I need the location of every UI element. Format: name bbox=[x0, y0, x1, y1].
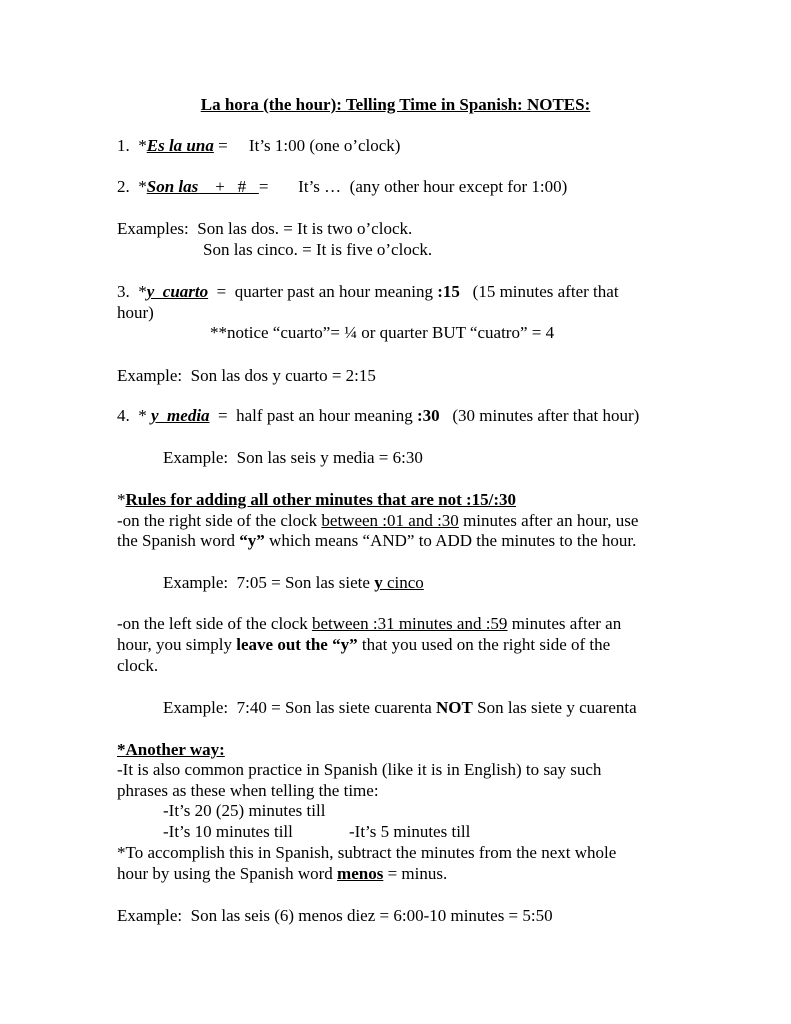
another-way-line-2: phrases as these when telling the time: bbox=[117, 781, 379, 800]
final-example: Example: Son las seis (6) menos diez = 6:00-10 minutes = 5:50 bbox=[117, 906, 553, 925]
rules-p2-text-b: minutes after an bbox=[507, 614, 622, 633]
item-4-number: 4. * bbox=[117, 406, 151, 425]
rules-p2-bold: leave out the “y” bbox=[236, 635, 358, 654]
rules-p1-text-c: the Spanish word bbox=[117, 531, 240, 550]
rules-heading bbox=[117, 490, 516, 510]
item-1 bbox=[117, 136, 400, 156]
examples-line-1: Examples: Son las dos. = It is two o’clock. bbox=[117, 219, 413, 238]
rules-p1-line-1 bbox=[117, 511, 638, 531]
rules-example-2 bbox=[163, 698, 637, 718]
rules-p1-text-b: minutes after an hour, use bbox=[458, 511, 639, 530]
rules-example-2-text-b: Son las siete y cuarenta bbox=[472, 698, 637, 717]
examples-line-2: Son las cinco. = It is five o’clock. bbox=[203, 240, 433, 259]
item-3-term: y cuarto bbox=[146, 282, 209, 301]
rules-p2-text-c: hour, you simply bbox=[117, 635, 237, 654]
item-2 bbox=[117, 177, 567, 197]
item-2-term: Son las bbox=[146, 177, 199, 196]
rules-example-2-text-a: Example: 7:40 = Son las siete cuarenta bbox=[163, 698, 437, 717]
item-3-bold: :15 bbox=[437, 282, 460, 301]
item-1-number: 1. * bbox=[117, 136, 147, 155]
another-way-heading: *Another way: bbox=[117, 740, 225, 759]
example-4: Example: Son las seis y media = 6:30 bbox=[163, 448, 423, 467]
item-3-text-b: (15 minutes after that bbox=[459, 282, 619, 301]
rules-example-1-text: Example: 7:05 = Son las siete bbox=[163, 573, 375, 592]
rules-example-1-underlined: cinco bbox=[382, 573, 424, 592]
rules-p2-line-2 bbox=[117, 635, 610, 655]
another-way-line-6-text-b: = minus. bbox=[383, 864, 448, 883]
rules-example-1 bbox=[163, 573, 424, 593]
another-way-menos: menos bbox=[337, 864, 384, 883]
item-3 bbox=[117, 282, 619, 302]
example-3: Example: Son las dos y cuarto = 2:15 bbox=[117, 366, 376, 385]
rules-p2-underlined: between :31 minutes and :59 bbox=[311, 614, 508, 633]
rules-p1-text-d: which means “AND” to ADD the minutes to the hour. bbox=[264, 531, 637, 550]
another-way-line-5: *To accomplish this in Spanish, subtract the minutes from the next whole bbox=[117, 843, 617, 862]
item-4 bbox=[117, 406, 639, 426]
another-way-line-1: -It is also common practice in Spanish (like it is in English) to say such bbox=[117, 760, 602, 779]
rules-example-2-bold: NOT bbox=[436, 698, 473, 717]
item-1-term: Es la una bbox=[146, 136, 214, 155]
rules-example-1-bold: y bbox=[374, 573, 383, 592]
rules-p2-line-1 bbox=[117, 614, 621, 634]
item-1-definition: = It’s 1:00 (one o’clock) bbox=[213, 136, 401, 155]
another-way-line-4a: -It’s 10 minutes till bbox=[163, 822, 293, 841]
item-3-line-2: hour) bbox=[117, 303, 154, 322]
rules-p2-line-3: clock. bbox=[117, 656, 159, 675]
another-way-line-6-text-a: hour by using the Spanish word bbox=[117, 864, 338, 883]
another-way-line-3: -It’s 20 (25) minutes till bbox=[163, 801, 326, 820]
rules-p2-text-d: that you used on the right side of the bbox=[357, 635, 611, 654]
rules-star: * bbox=[117, 490, 126, 509]
rules-p1-bold: “y” bbox=[239, 531, 265, 550]
item-2-number: 2. * bbox=[117, 177, 147, 196]
item-2-definition: = It’s … (any other hour except for 1:00) bbox=[258, 177, 568, 196]
item-4-bold: :30 bbox=[416, 406, 440, 425]
item-3-note: **notice “cuarto”= ¼ or quarter BUT “cuatro” = 4 bbox=[210, 323, 555, 342]
page-title: La hora (the hour): Telling Time in Spanish: NOTES: bbox=[200, 95, 591, 114]
item-3-number: 3. * bbox=[117, 282, 147, 301]
another-way-line-4b: -It’s 5 minutes till bbox=[349, 822, 471, 841]
item-4-term: y media bbox=[151, 406, 210, 425]
another-way-line-6 bbox=[117, 864, 447, 884]
item-4-text-b: (30 minutes after that hour) bbox=[439, 406, 640, 425]
rules-p1-underlined: between :01 and :30 bbox=[321, 511, 459, 530]
rules-p2-text-a: -on the left side of the clock bbox=[117, 614, 312, 633]
item-3-text-a: = quarter past an hour meaning bbox=[208, 282, 438, 301]
item-4-text-a: = half past an hour meaning bbox=[209, 406, 417, 425]
rules-p1-line-2 bbox=[117, 531, 636, 551]
rules-p1-text-a: -on the right side of the clock bbox=[117, 511, 322, 530]
rules-heading-text: Rules for adding all other minutes that are not :15/:30 bbox=[125, 490, 517, 509]
item-2-formula: + # bbox=[198, 177, 259, 196]
